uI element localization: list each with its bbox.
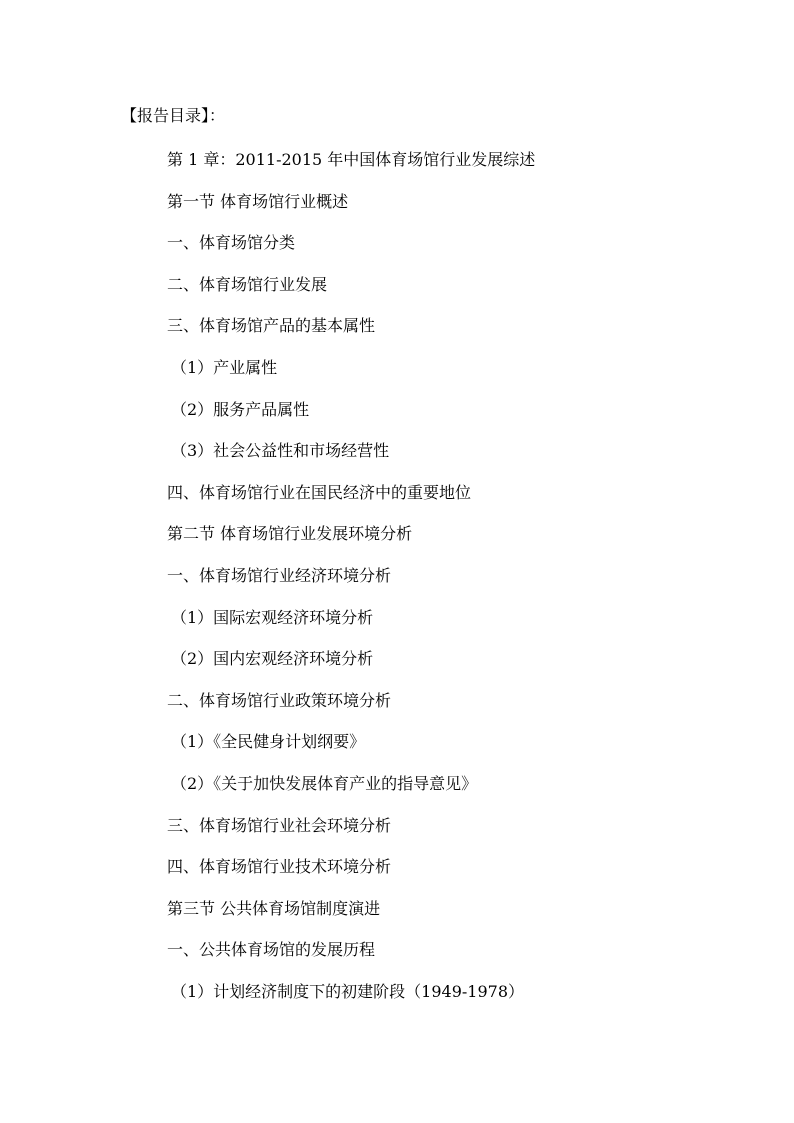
toc-entry-subitem: （2）服务产品属性 [171, 399, 310, 419]
toc-entry-section: 第一节 体育场馆行业概述 [167, 191, 349, 211]
toc-entry-item: 一、公共体育场馆的发展历程 [167, 940, 376, 960]
toc-entry-section: 第二节 体育场馆行业发展环境分析 [167, 524, 413, 544]
toc-entry-item: 一、体育场馆分类 [167, 233, 296, 253]
toc-entry-subitem: （1）《全民健身计划纲要》 [171, 732, 366, 752]
toc-entry-item: 三、体育场馆产品的基本属性 [167, 316, 376, 336]
toc-entry-item: 四、体育场馆行业技术环境分析 [167, 857, 392, 877]
toc-entry-subitem: （2）国内宏观经济环境分析 [171, 649, 374, 669]
toc-entry-item: 一、体育场馆行业经济环境分析 [167, 565, 392, 585]
toc-entry-item: 四、体育场馆行业在国民经济中的重要地位 [167, 482, 472, 502]
toc-list [167, 146, 535, 1019]
toc-heading: 【报告目录】： [121, 106, 226, 125]
toc-entry-item: 二、体育场馆行业政策环境分析 [167, 690, 392, 710]
toc-entry-item: 二、体育场馆行业发展 [167, 274, 328, 294]
toc-entry-subitem: （1）产业属性 [171, 357, 278, 377]
toc-entry-subitem: （1）计划经济制度下的初建阶段（1949-1978） [171, 981, 525, 1001]
toc-entry-subitem: （2）《关于加快发展体育产业的指导意见》 [171, 773, 478, 793]
toc-entry-section: 第三节 公共体育场馆制度演进 [167, 898, 381, 918]
toc-entry-subitem: （3）社会公益性和市场经营性 [171, 441, 390, 461]
toc-entry-item: 三、体育场馆行业社会环境分析 [167, 815, 392, 835]
toc-entry-chapter: 第 1 章：2011-2015 年中国体育场馆行业发展综述 [167, 150, 536, 169]
toc-entry-subitem: （1）国际宏观经济环境分析 [171, 607, 374, 627]
